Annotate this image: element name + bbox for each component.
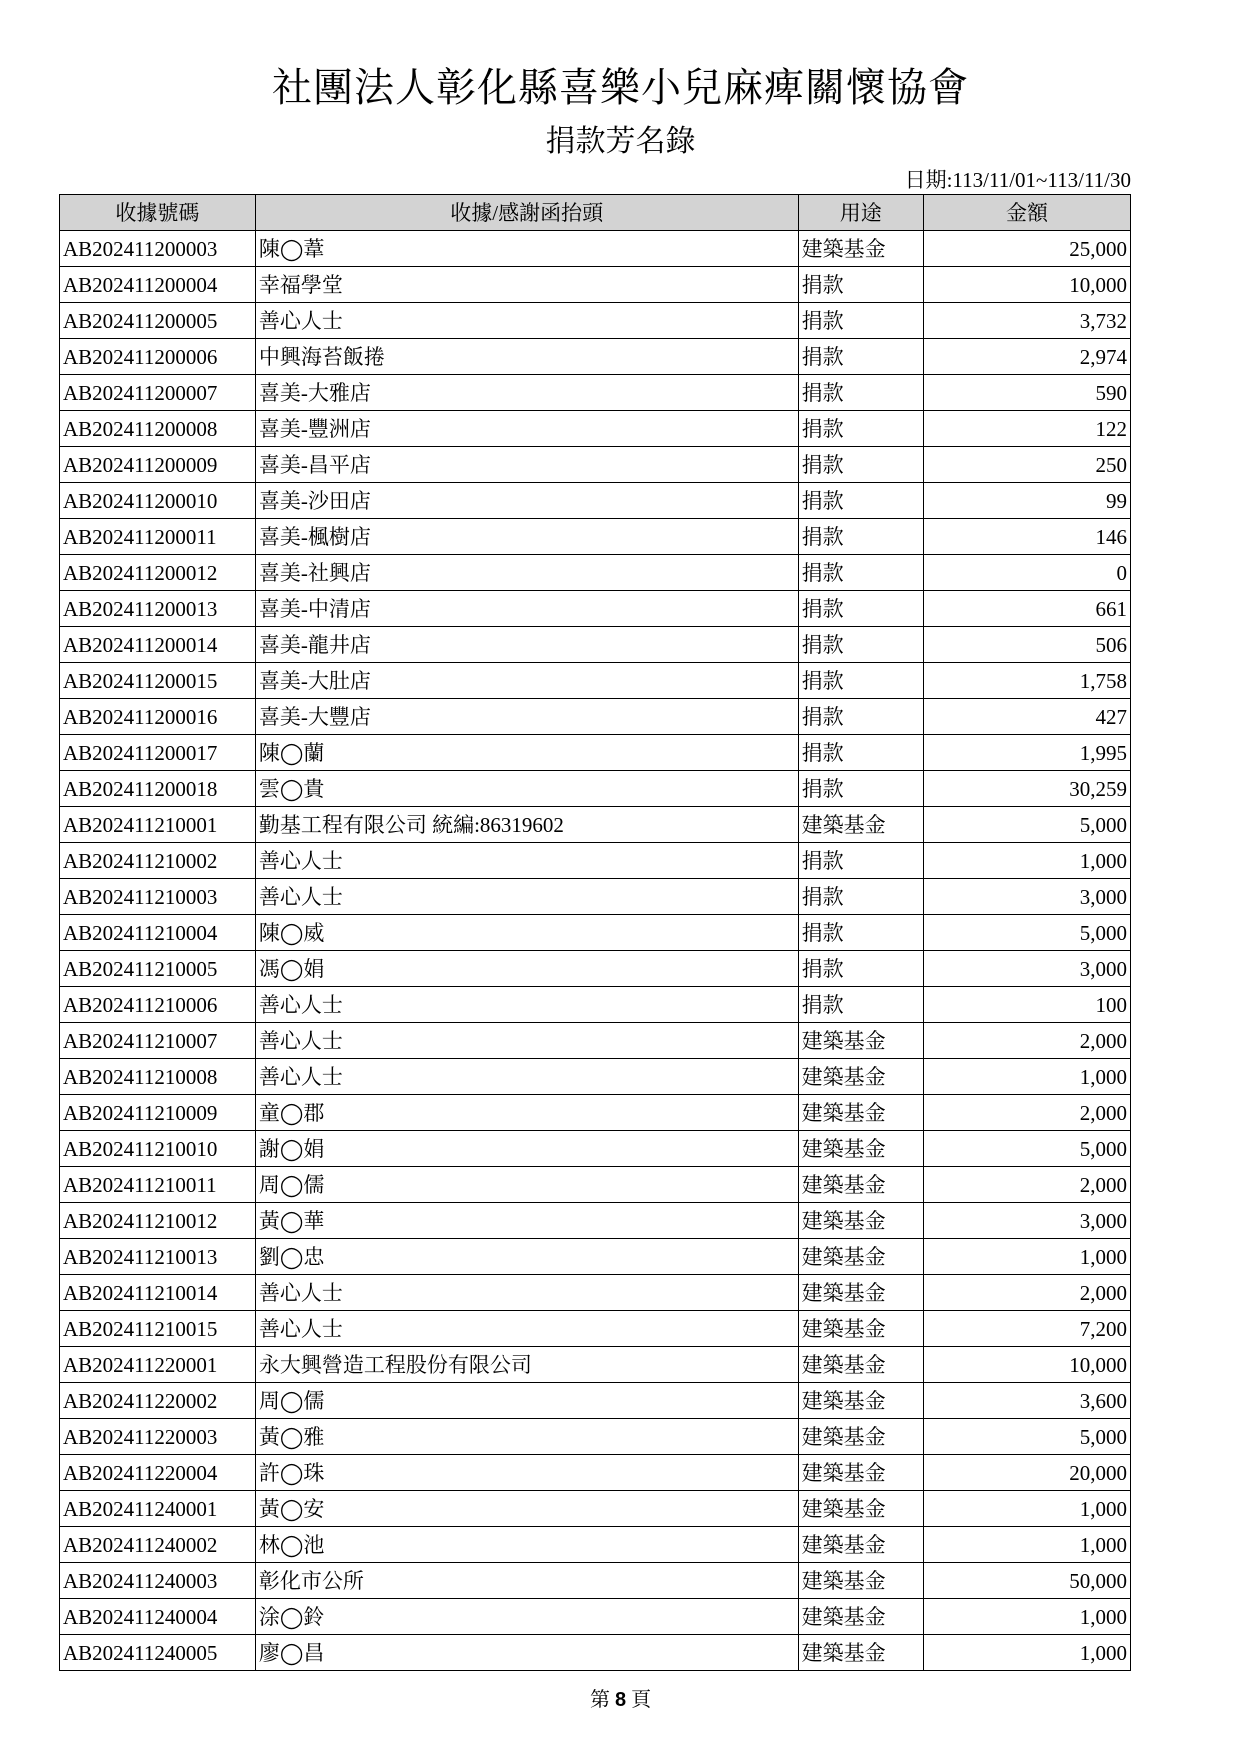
amount-cell: 2,000 — [923, 1167, 1130, 1203]
amount-cell: 661 — [923, 591, 1130, 627]
receipt-number-cell: AB202411210014 — [60, 1275, 256, 1311]
table-row — [60, 663, 1131, 699]
receipt-title-cell: 喜美-中清店 — [255, 591, 798, 627]
receipt-title-cell: 童◯郡 — [255, 1095, 798, 1131]
amount-cell: 1,000 — [923, 1059, 1130, 1095]
table-row — [60, 267, 1131, 303]
receipt-number-cell: AB202411220003 — [60, 1419, 256, 1455]
receipt-title-cell: 善心人士 — [255, 843, 798, 879]
page-prefix: 第 — [589, 1689, 610, 1711]
receipt-title-cell: 喜美-大雅店 — [255, 375, 798, 411]
table-row — [60, 1239, 1131, 1275]
receipt-number-cell: AB202411200003 — [60, 231, 256, 267]
receipt-number-cell: AB202411240001 — [60, 1491, 256, 1527]
amount-cell: 3,600 — [923, 1383, 1130, 1419]
receipt-number-cell: AB202411200005 — [60, 303, 256, 339]
amount-cell: 50,000 — [923, 1563, 1130, 1599]
receipt-number-cell: AB202411200007 — [60, 375, 256, 411]
table-row — [60, 1023, 1131, 1059]
receipt-title-cell: 廖◯昌 — [255, 1635, 798, 1671]
amount-cell: 506 — [923, 627, 1130, 663]
receipt-title-cell: 善心人士 — [255, 1023, 798, 1059]
purpose-cell: 捐款 — [798, 987, 923, 1023]
receipt-title-cell: 劉◯忠 — [255, 1239, 798, 1275]
table-row — [60, 447, 1131, 483]
table-row — [60, 1275, 1131, 1311]
receipt-number-cell: AB202411200016 — [60, 699, 256, 735]
purpose-cell: 捐款 — [798, 519, 923, 555]
table-row — [60, 591, 1131, 627]
receipt-number-cell: AB202411210005 — [60, 951, 256, 987]
purpose-cell: 建築基金 — [798, 1455, 923, 1491]
amount-cell: 3,000 — [923, 951, 1130, 987]
table-row — [60, 807, 1131, 843]
purpose-cell: 捐款 — [798, 555, 923, 591]
receipt-number-cell: AB202411240003 — [60, 1563, 256, 1599]
amount-cell: 1,000 — [923, 1239, 1130, 1275]
amount-cell: 2,000 — [923, 1095, 1130, 1131]
receipt-number-cell: AB202411200011 — [60, 519, 256, 555]
purpose-cell: 捐款 — [798, 267, 923, 303]
amount-cell: 1,000 — [923, 1527, 1130, 1563]
column-header-amount: 金額 — [923, 195, 1130, 231]
date-range: 日期:113/11/01~113/11/30 — [904, 168, 1131, 192]
purpose-cell: 捐款 — [798, 303, 923, 339]
table-row — [60, 339, 1131, 375]
receipt-number-cell: AB202411220002 — [60, 1383, 256, 1419]
table-row — [60, 1131, 1131, 1167]
page-footer — [0, 1683, 1241, 1712]
amount-cell: 1,000 — [923, 1491, 1130, 1527]
amount-cell: 3,000 — [923, 879, 1130, 915]
receipt-title-cell: 喜美-豐洲店 — [255, 411, 798, 447]
table-header-row — [60, 195, 1131, 231]
receipt-title-cell: 謝◯娟 — [255, 1131, 798, 1167]
purpose-cell: 建築基金 — [798, 1239, 923, 1275]
amount-cell: 427 — [923, 699, 1130, 735]
amount-cell: 10,000 — [923, 1347, 1130, 1383]
receipt-title-cell: 馮◯娟 — [255, 951, 798, 987]
purpose-cell: 捐款 — [798, 375, 923, 411]
amount-cell: 2,974 — [923, 339, 1130, 375]
table-row — [60, 303, 1131, 339]
table-row — [60, 231, 1131, 267]
receipt-title-cell: 彰化市公所 — [255, 1563, 798, 1599]
table-row — [60, 771, 1131, 807]
receipt-title-cell: 喜美-龍井店 — [255, 627, 798, 663]
purpose-cell: 建築基金 — [798, 231, 923, 267]
column-header-receipt-number: 收據號碼 — [60, 195, 256, 231]
purpose-cell: 建築基金 — [798, 1635, 923, 1671]
receipt-title-cell: 勤基工程有限公司 統編:86319602 — [255, 807, 798, 843]
table-row — [60, 1059, 1131, 1095]
receipt-title-cell: 陳◯葦 — [255, 231, 798, 267]
receipt-title-cell: 喜美-社興店 — [255, 555, 798, 591]
purpose-cell: 捐款 — [798, 591, 923, 627]
table-row — [60, 1167, 1131, 1203]
amount-cell: 1,995 — [923, 735, 1130, 771]
receipt-title-cell: 陳◯蘭 — [255, 735, 798, 771]
receipt-number-cell: AB202411200018 — [60, 771, 256, 807]
organization-title: 社團法人彰化縣喜樂小兒麻痺關懷協會 — [272, 65, 969, 110]
amount-cell: 1,758 — [923, 663, 1130, 699]
table-row — [60, 555, 1131, 591]
purpose-cell: 捐款 — [798, 447, 923, 483]
receipt-number-cell: AB202411200015 — [60, 663, 256, 699]
table-row — [60, 1635, 1131, 1671]
table-row — [60, 1203, 1131, 1239]
purpose-cell: 捐款 — [798, 843, 923, 879]
amount-cell: 2,000 — [923, 1023, 1130, 1059]
receipt-number-cell: AB202411200017 — [60, 735, 256, 771]
purpose-cell: 建築基金 — [798, 1311, 923, 1347]
purpose-cell: 建築基金 — [798, 1203, 923, 1239]
table-row — [60, 1347, 1131, 1383]
receipt-title-cell: 善心人士 — [255, 1059, 798, 1095]
receipt-number-cell: AB202411210010 — [60, 1131, 256, 1167]
table-row — [60, 987, 1131, 1023]
purpose-cell: 建築基金 — [798, 807, 923, 843]
donation-table — [59, 194, 1131, 1671]
receipt-number-cell: AB202411240005 — [60, 1635, 256, 1671]
receipt-number-cell: AB202411200013 — [60, 591, 256, 627]
receipt-title-cell: 喜美-沙田店 — [255, 483, 798, 519]
amount-cell: 100 — [923, 987, 1130, 1023]
receipt-number-cell: AB202411210009 — [60, 1095, 256, 1131]
amount-cell: 0 — [923, 555, 1130, 591]
amount-cell: 1,000 — [923, 843, 1130, 879]
receipt-title-cell: 善心人士 — [255, 303, 798, 339]
purpose-cell: 建築基金 — [798, 1095, 923, 1131]
amount-cell: 590 — [923, 375, 1130, 411]
receipt-number-cell: AB202411210007 — [60, 1023, 256, 1059]
amount-cell: 1,000 — [923, 1599, 1130, 1635]
amount-cell: 122 — [923, 411, 1130, 447]
receipt-number-cell: AB202411200009 — [60, 447, 256, 483]
amount-cell: 99 — [923, 483, 1130, 519]
receipt-number-cell: AB202411200010 — [60, 483, 256, 519]
receipt-title-cell: 善心人士 — [255, 879, 798, 915]
table-row — [60, 1419, 1131, 1455]
purpose-cell: 捐款 — [798, 915, 923, 951]
purpose-cell: 建築基金 — [798, 1527, 923, 1563]
column-header-receipt-title: 收據/感謝函抬頭 — [255, 195, 798, 231]
amount-cell: 20,000 — [923, 1455, 1130, 1491]
amount-cell: 5,000 — [923, 1419, 1130, 1455]
table-row — [60, 1095, 1131, 1131]
table-row — [60, 627, 1131, 663]
receipt-number-cell: AB202411210015 — [60, 1311, 256, 1347]
amount-cell: 3,000 — [923, 1203, 1130, 1239]
purpose-cell: 建築基金 — [798, 1131, 923, 1167]
purpose-cell: 建築基金 — [798, 1599, 923, 1635]
column-header-purpose: 用途 — [798, 195, 923, 231]
receipt-number-cell: AB202411200004 — [60, 267, 256, 303]
purpose-cell: 建築基金 — [798, 1347, 923, 1383]
receipt-number-cell: AB202411210011 — [60, 1167, 256, 1203]
receipt-title-cell: 喜美-昌平店 — [255, 447, 798, 483]
table-row — [60, 483, 1131, 519]
amount-cell: 5,000 — [923, 807, 1130, 843]
purpose-cell: 建築基金 — [798, 1419, 923, 1455]
amount-cell: 146 — [923, 519, 1130, 555]
receipt-title-cell: 喜美-大豐店 — [255, 699, 798, 735]
amount-cell: 1,000 — [923, 1635, 1130, 1671]
purpose-cell: 捐款 — [798, 411, 923, 447]
receipt-number-cell: AB202411200014 — [60, 627, 256, 663]
receipt-title-cell: 周◯儒 — [255, 1167, 798, 1203]
receipt-number-cell: AB202411210004 — [60, 915, 256, 951]
table-row — [60, 375, 1131, 411]
amount-cell: 10,000 — [923, 267, 1130, 303]
receipt-number-cell: AB202411210002 — [60, 843, 256, 879]
purpose-cell: 捐款 — [798, 771, 923, 807]
document-subtitle: 捐款芳名錄 — [545, 125, 696, 158]
receipt-number-cell: AB202411210006 — [60, 987, 256, 1023]
receipt-number-cell: AB202411220001 — [60, 1347, 256, 1383]
receipt-number-cell: AB202411200012 — [60, 555, 256, 591]
table-row — [60, 879, 1131, 915]
receipt-title-cell: 善心人士 — [255, 1311, 798, 1347]
table-row — [60, 1383, 1131, 1419]
table-row — [60, 699, 1131, 735]
purpose-cell: 捐款 — [798, 339, 923, 375]
receipt-title-cell: 黃◯安 — [255, 1491, 798, 1527]
receipt-title-cell: 許◯珠 — [255, 1455, 798, 1491]
receipt-title-cell: 周◯儒 — [255, 1383, 798, 1419]
receipt-number-cell: AB202411210001 — [60, 807, 256, 843]
receipt-title-cell: 黃◯華 — [255, 1203, 798, 1239]
table-row — [60, 735, 1131, 771]
receipt-title-cell: 林◯池 — [255, 1527, 798, 1563]
table-row — [60, 915, 1131, 951]
purpose-cell: 建築基金 — [798, 1167, 923, 1203]
amount-cell: 30,259 — [923, 771, 1130, 807]
amount-cell: 2,000 — [923, 1275, 1130, 1311]
purpose-cell: 建築基金 — [798, 1059, 923, 1095]
receipt-number-cell: AB202411240004 — [60, 1599, 256, 1635]
receipt-number-cell: AB202411200006 — [60, 339, 256, 375]
table-row — [60, 1455, 1131, 1491]
amount-cell: 250 — [923, 447, 1130, 483]
receipt-title-cell: 涂◯鈴 — [255, 1599, 798, 1635]
table-row — [60, 1527, 1131, 1563]
table-row — [60, 1491, 1131, 1527]
amount-cell: 5,000 — [923, 1131, 1130, 1167]
table-row — [60, 1563, 1131, 1599]
receipt-number-cell: AB202411210013 — [60, 1239, 256, 1275]
receipt-title-cell: 永大興營造工程股份有限公司 — [255, 1347, 798, 1383]
amount-cell: 3,732 — [923, 303, 1130, 339]
receipt-number-cell: AB202411210012 — [60, 1203, 256, 1239]
page-number: 8 — [614, 1689, 627, 1711]
purpose-cell: 建築基金 — [798, 1491, 923, 1527]
purpose-cell: 捐款 — [798, 663, 923, 699]
purpose-cell: 捐款 — [798, 699, 923, 735]
page-suffix: 頁 — [631, 1689, 652, 1711]
purpose-cell: 建築基金 — [798, 1383, 923, 1419]
table-row — [60, 843, 1131, 879]
table-row — [60, 1311, 1131, 1347]
receipt-title-cell: 幸福學堂 — [255, 267, 798, 303]
table-row — [60, 411, 1131, 447]
receipt-number-cell: AB202411210003 — [60, 879, 256, 915]
table-body — [60, 231, 1131, 1671]
purpose-cell: 捐款 — [798, 951, 923, 987]
receipt-title-cell: 黃◯雅 — [255, 1419, 798, 1455]
purpose-cell: 捐款 — [798, 879, 923, 915]
table-row — [60, 1599, 1131, 1635]
receipt-title-cell: 陳◯威 — [255, 915, 798, 951]
receipt-title-cell: 喜美-大肚店 — [255, 663, 798, 699]
purpose-cell: 捐款 — [798, 483, 923, 519]
purpose-cell: 建築基金 — [798, 1275, 923, 1311]
amount-cell: 25,000 — [923, 231, 1130, 267]
receipt-title-cell: 喜美-楓樹店 — [255, 519, 798, 555]
receipt-number-cell: AB202411220004 — [60, 1455, 256, 1491]
purpose-cell: 建築基金 — [798, 1563, 923, 1599]
receipt-title-cell: 善心人士 — [255, 987, 798, 1023]
purpose-cell: 建築基金 — [798, 1023, 923, 1059]
purpose-cell: 捐款 — [798, 627, 923, 663]
amount-cell: 5,000 — [923, 915, 1130, 951]
table-row — [60, 519, 1131, 555]
receipt-number-cell: AB202411210008 — [60, 1059, 256, 1095]
purpose-cell: 捐款 — [798, 735, 923, 771]
receipt-title-cell: 中興海苔飯捲 — [255, 339, 798, 375]
table-row — [60, 951, 1131, 987]
receipt-title-cell: 雲◯貴 — [255, 771, 798, 807]
amount-cell: 7,200 — [923, 1311, 1130, 1347]
receipt-number-cell: AB202411240002 — [60, 1527, 256, 1563]
receipt-number-cell: AB202411200008 — [60, 411, 256, 447]
receipt-title-cell: 善心人士 — [255, 1275, 798, 1311]
